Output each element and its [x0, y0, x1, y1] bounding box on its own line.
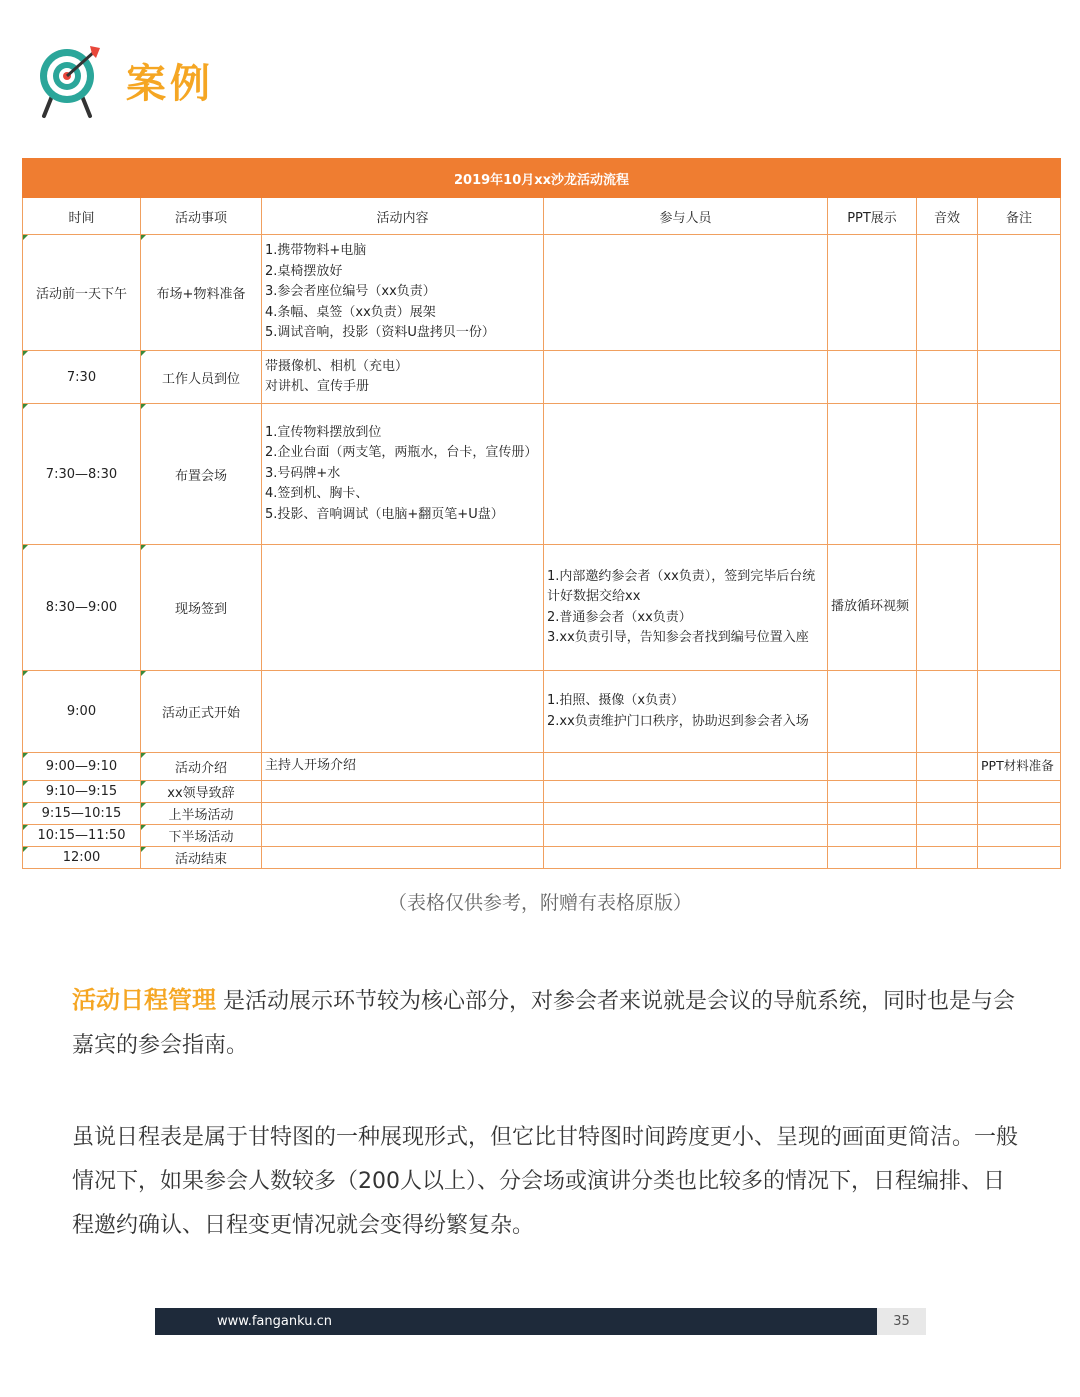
table-cell: [828, 235, 917, 351]
table-cell: 活动介绍: [141, 753, 262, 781]
table-cell: [978, 545, 1061, 671]
table-cell: 7:30: [23, 351, 141, 404]
table-cell: 带摄像机、相机（充电） 对讲机、宣传手册: [262, 351, 544, 404]
table-cell: [544, 404, 828, 545]
table-row: [23, 404, 1061, 545]
table-title-row: [23, 159, 1061, 198]
table-header-row: [23, 198, 1061, 235]
table-row: [23, 824, 1061, 846]
table-cell: 播放循环视频: [828, 545, 917, 671]
table-cell: [917, 753, 978, 781]
table-cell: [917, 846, 978, 868]
table-cell: [828, 404, 917, 545]
table-cell: 活动结束: [141, 846, 262, 868]
table-cell: 8:30—9:00: [23, 545, 141, 671]
table-cell: 1.内部邀约参会者（xx负责），签到完毕后台统计好数据交给xx 2.普通参会者（xx负责） 3.xx负责引导，告知参会者找到编号位置入座: [544, 545, 828, 671]
table-cell: 1.拍照、摄像（x负责） 2.xx负责维护门口秩序，协助迟到参会者入场: [544, 671, 828, 753]
table-row: [23, 780, 1061, 802]
column-header: 备注: [978, 198, 1061, 235]
table-cell: [828, 671, 917, 753]
table-cell: [262, 780, 544, 802]
table-cell: [828, 780, 917, 802]
table-cell: 活动前一天下午: [23, 235, 141, 351]
table-cell: [828, 846, 917, 868]
table-cell: [978, 846, 1061, 868]
column-header: 参与人员: [544, 198, 828, 235]
table-cell: [828, 351, 917, 404]
paragraph-intro: [72, 978, 1022, 1068]
table-cell: [262, 824, 544, 846]
section-header: [38, 40, 214, 120]
table-cell: 上半场活动: [141, 802, 262, 824]
table-cell: 布场+物料准备: [141, 235, 262, 351]
table-cell: [262, 671, 544, 753]
table-cell: [828, 753, 917, 781]
table-cell: 下半场活动: [141, 824, 262, 846]
table-cell: [544, 351, 828, 404]
table-cell: [978, 404, 1061, 545]
table-cell: [828, 824, 917, 846]
table-cell: 1.携带物料+电脑 2.桌椅摆放好 3.参会者座位编号（xx负责） 4.条幅、桌签（xx负责）展架 5.调试音响，投影（资料U盘拷贝一份）: [262, 235, 544, 351]
schedule-table: [22, 158, 1061, 869]
table-cell: 1.宣传物料摆放到位 2.企业台面（两支笔，两瓶水，台卡，宣传册） 3.号码牌+水 4.签到机、胸卡、 5.投影、音响调试（电脑+翻页笔+U盘）: [262, 404, 544, 545]
table-cell: 9:15—10:15: [23, 802, 141, 824]
table-cell: [917, 802, 978, 824]
schedule-table-container: [22, 158, 1060, 869]
table-cell: [544, 780, 828, 802]
table-caption: （表格仅供参考，附赠有表格原版）: [387, 892, 692, 914]
table-cell: [978, 780, 1061, 802]
table-cell: [978, 235, 1061, 351]
table-cell: [917, 351, 978, 404]
paragraph-body: 虽说日程表是属于甘特图的一种展现形式，但它比甘特图时间跨度更小、呈现的画面更简洁。一般情况下，如果参会人数较多（200人以上）、分会场或演讲分类也比较多的情况下，日程编排、日程邀约确认、日程变更情况就会变得纷繁复杂。: [72, 1125, 1019, 1238]
table-cell: [978, 351, 1061, 404]
page-title: 案例: [126, 60, 214, 107]
table-cell: 7:30—8:30: [23, 404, 141, 545]
table-cell: [978, 671, 1061, 753]
table-cell: 主持人开场介绍: [262, 753, 544, 781]
column-header: 音效: [917, 198, 978, 235]
footer-url[interactable]: www.fanganku.cn: [217, 1314, 332, 1329]
paragraph-text: 是活动展示环节较为核心部分，对参会者来说就是会议的导航系统，同时也是与会嘉宾的参会指南。: [72, 989, 1015, 1058]
table-cell: [262, 802, 544, 824]
page-number: 35: [877, 1308, 926, 1335]
table-cell: [262, 545, 544, 671]
table-cell: [978, 802, 1061, 824]
table-cell: [828, 802, 917, 824]
table-cell: [544, 802, 828, 824]
table-row: [23, 545, 1061, 671]
table-cell: 现场签到: [141, 545, 262, 671]
table-cell: [917, 671, 978, 753]
table-cell: PPT材料准备: [978, 753, 1061, 781]
table-row: [23, 753, 1061, 781]
table-cell: 布置会场: [141, 404, 262, 545]
table-cell: [544, 753, 828, 781]
column-header: 时间: [23, 198, 141, 235]
table-cell: [978, 824, 1061, 846]
table-cell: [917, 404, 978, 545]
table-row: [23, 802, 1061, 824]
column-header: 活动事项: [141, 198, 262, 235]
table-cell: 9:10—9:15: [23, 780, 141, 802]
column-header: 活动内容: [262, 198, 544, 235]
table-cell: [544, 235, 828, 351]
table-cell: 9:00—9:10: [23, 753, 141, 781]
column-header: PPT展示: [828, 198, 917, 235]
target-icon: [38, 40, 102, 120]
table-row: [23, 235, 1061, 351]
table-cell: [917, 235, 978, 351]
table-cell: [544, 846, 828, 868]
table-row: [23, 351, 1061, 404]
table-cell: 9:00: [23, 671, 141, 753]
table-cell: 12:00: [23, 846, 141, 868]
table-title: 2019年10月xx沙龙活动流程: [23, 159, 1061, 198]
table-cell: [262, 846, 544, 868]
table-row: [23, 671, 1061, 753]
table-cell: 活动正式开始: [141, 671, 262, 753]
highlight-term: 活动日程管理: [72, 986, 216, 1014]
table-cell: [917, 780, 978, 802]
table-cell: [544, 824, 828, 846]
table-cell: 工作人员到位: [141, 351, 262, 404]
table-cell: [917, 824, 978, 846]
table-cell: 10:15—11:50: [23, 824, 141, 846]
table-cell: [917, 545, 978, 671]
table-row: [23, 846, 1061, 868]
table-cell: xx领导致辞: [141, 780, 262, 802]
footer-bar: [155, 1308, 877, 1335]
